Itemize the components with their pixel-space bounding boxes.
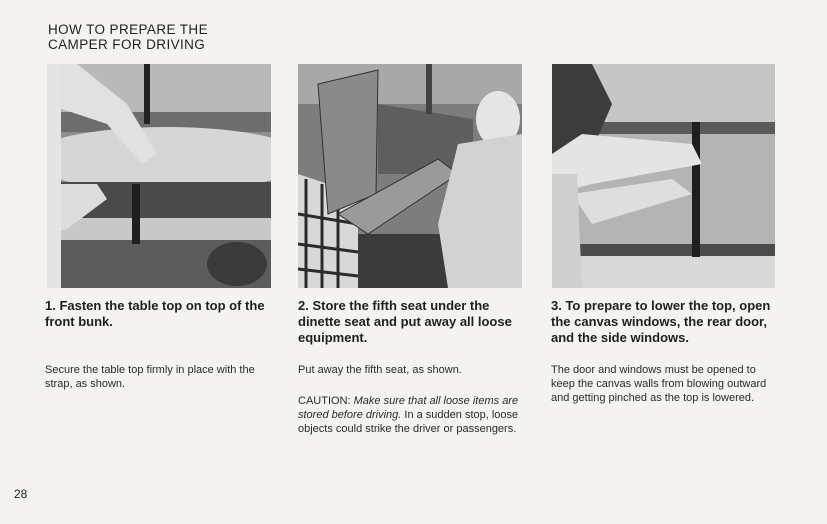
page-number: 28 xyxy=(14,487,28,501)
step-2-description: Put away the fifth seat, as shown. xyxy=(298,364,462,376)
caution-emphasis: Make sure that all loose items are stored before driving. xyxy=(298,395,519,421)
caution-note xyxy=(298,394,523,436)
step-1-heading: 1. Fasten the table top on top of the front bunk. xyxy=(45,298,265,329)
photo-table-top-strap xyxy=(47,64,271,288)
step-2-heading: 2. Store the fifth seat under the dinette seat and put away all loose equipment. xyxy=(298,298,512,345)
page-title xyxy=(48,22,208,52)
caution-text: In a sudden stop, loose objects could strike the driver or passengers. xyxy=(298,409,519,435)
step-1-description: Secure the table top firmly in place with the strap, as shown. xyxy=(45,364,255,390)
photo-canvas-windows xyxy=(552,64,775,288)
page-title-line-1: HOW TO PREPARE THE xyxy=(48,22,208,37)
step-3-description: The door and windows must be opened to keep the canvas walls from blowing outward and getting pinched as the top is lowered. xyxy=(551,364,767,404)
page-title-line-2: CAMPER FOR DRIVING xyxy=(48,37,206,52)
step-3-heading: 3. To prepare to lower the top, open the canvas windows, the rear door, and the side windows. xyxy=(551,298,771,345)
photo-fifth-seat-storage xyxy=(298,64,522,288)
caution-label: CAUTION: xyxy=(298,395,351,407)
